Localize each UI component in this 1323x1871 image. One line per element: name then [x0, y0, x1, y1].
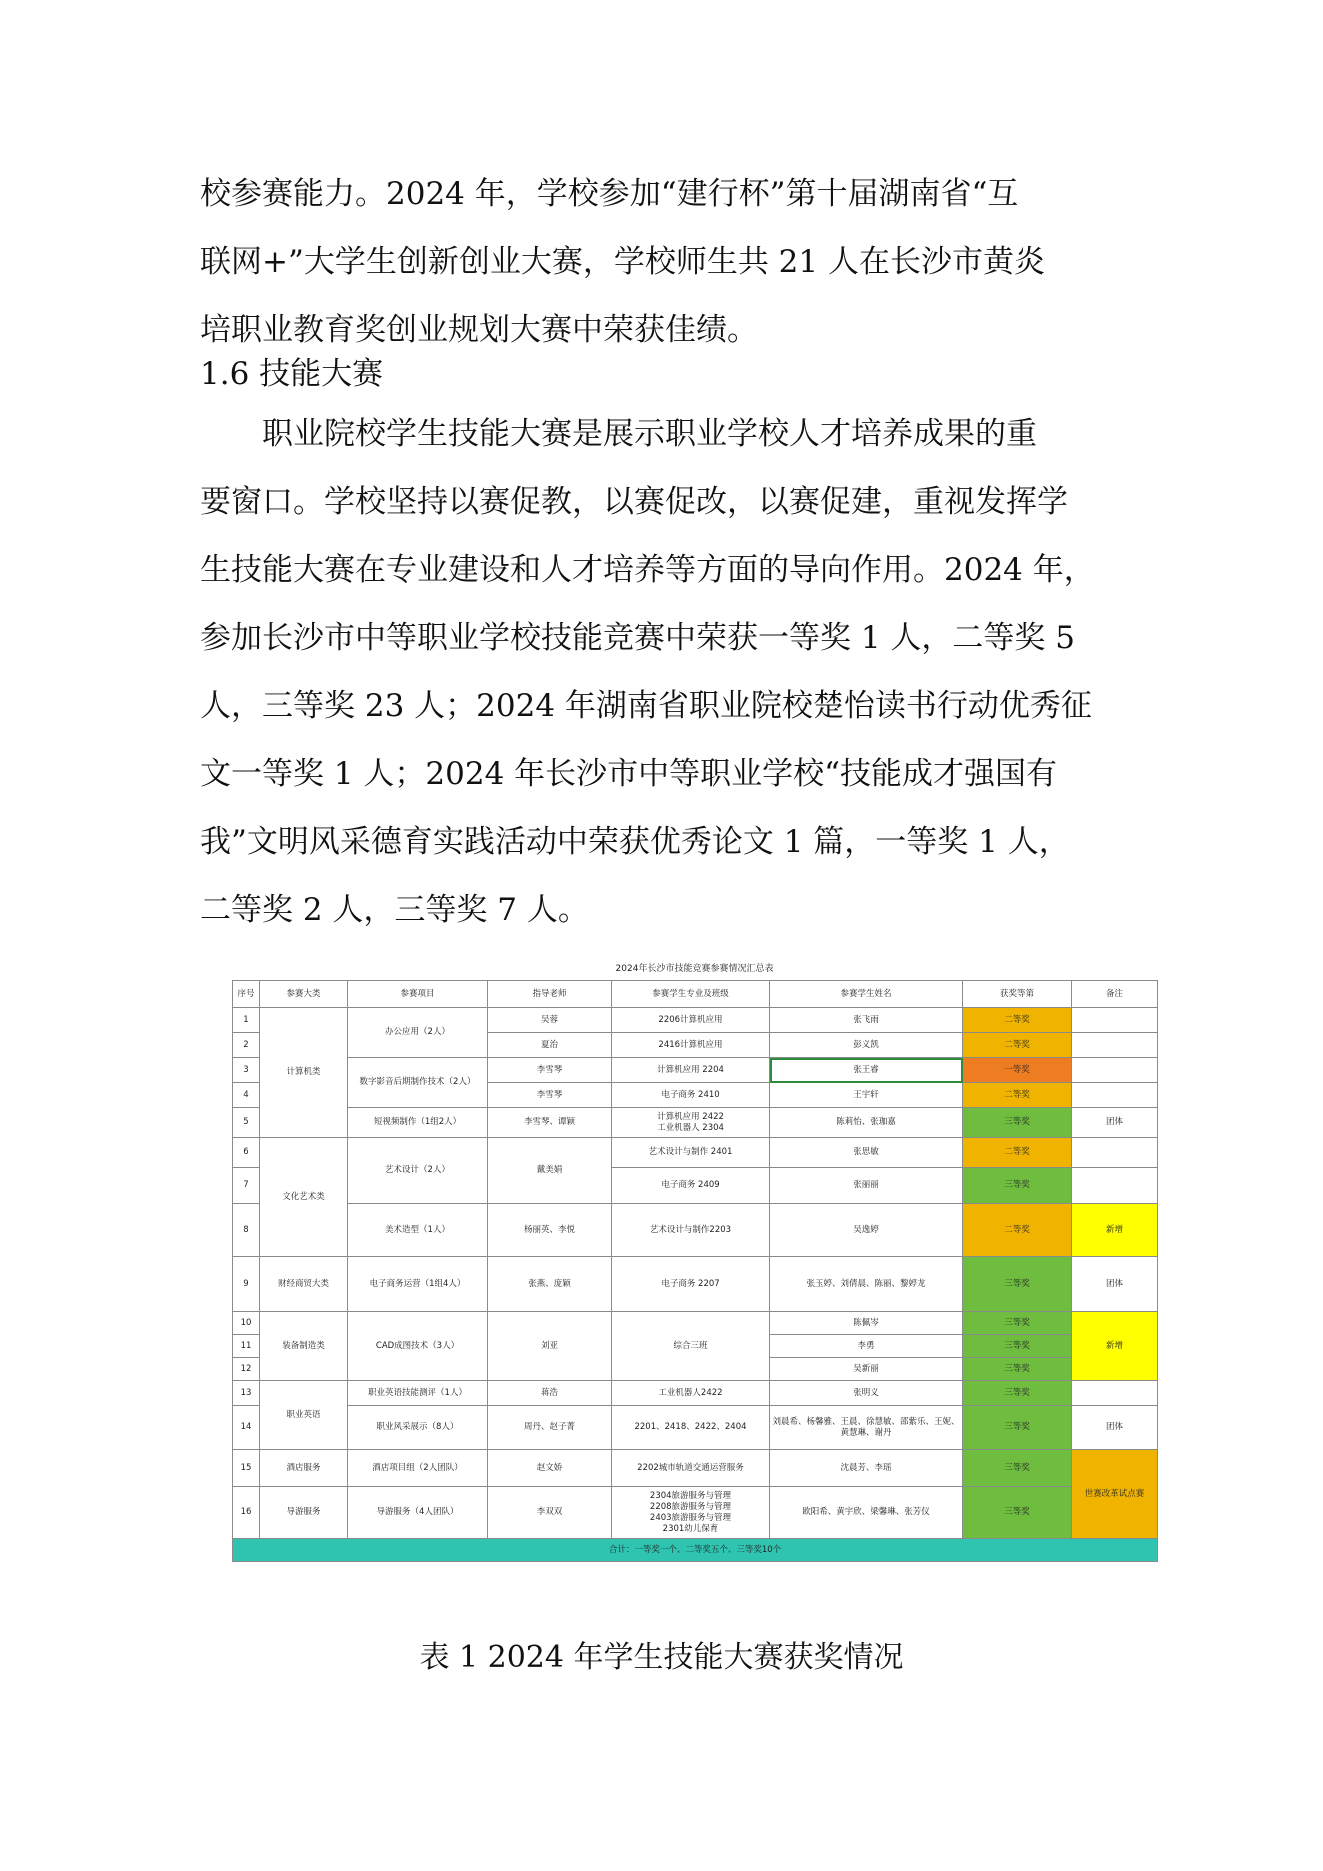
table-row [233, 1312, 1158, 1335]
row-index: 7 [233, 1168, 260, 1204]
teacher-cell: 刘亚 [488, 1312, 612, 1381]
table-header-row [233, 981, 1158, 1008]
award-cell: 三等奖 [963, 1358, 1072, 1381]
class-cell: 电子商务 2207 [612, 1257, 770, 1312]
table-row [233, 1487, 1158, 1539]
student-cell: 吴逸婷 [770, 1204, 963, 1257]
award-cell: 三等奖 [963, 1312, 1072, 1335]
project-cell: 职业风采展示（8人） [348, 1406, 488, 1450]
student-cell: 陈佩岑 [770, 1312, 963, 1335]
teacher-cell: 蒋浩 [488, 1381, 612, 1406]
category-cell: 文化艺术类 [260, 1138, 348, 1257]
project-cell: 办公应用（2人） [348, 1008, 488, 1058]
text-line: 要窗口。学校坚持以赛促教，以赛促改，以赛促建，重视发挥学 [200, 484, 1068, 520]
project-cell: 艺术设计（2人） [348, 1138, 488, 1204]
student-cell-selected[interactable]: 张王睿 [770, 1058, 963, 1083]
note-cell [1072, 1381, 1158, 1406]
table-row [233, 1108, 1158, 1138]
teacher-cell: 张燕、庞颖 [488, 1257, 612, 1312]
project-cell: 美术造型（1人） [348, 1204, 488, 1257]
class-line: 计算机应用 2422 [657, 1111, 724, 1122]
note-cell [1072, 1138, 1158, 1168]
paragraph-skills [200, 400, 1130, 944]
table-row [233, 1406, 1158, 1450]
award-cell: 三等奖 [963, 1450, 1072, 1487]
row-index: 13 [233, 1381, 260, 1406]
text-line: 文一等奖 1 人；2024 年长沙市中等职业学校“技能成才强国有 [200, 756, 1058, 792]
award-cell: 二等奖 [963, 1204, 1072, 1257]
header-award: 获奖等第 [963, 981, 1072, 1008]
project-cell: 电子商务运营（1组4人） [348, 1257, 488, 1312]
text-line: 职业院校学生技能大赛是展示职业学校人才培养成果的重 [200, 416, 1037, 452]
table-caption: 表 1 2024 年学生技能大赛获奖情况 [419, 1640, 904, 1675]
project-cell: 数字影音后期制作技术（2人） [348, 1058, 488, 1108]
note-cell [1072, 1083, 1158, 1108]
teacher-cell: 杨丽英、李悦 [488, 1204, 612, 1257]
row-index: 8 [233, 1204, 260, 1257]
note-cell: 新增 [1072, 1204, 1158, 1257]
class-line: 2208旅游服务与管理 [649, 1501, 732, 1512]
note-cell: 团体 [1072, 1406, 1158, 1450]
row-index: 14 [233, 1406, 260, 1450]
class-cell: 工业机器人2422 [612, 1381, 770, 1406]
row-index: 11 [233, 1335, 260, 1358]
header-teacher: 指导老师 [488, 981, 612, 1008]
student-cell: 沈晨芳、李瑶 [770, 1450, 963, 1487]
class-line: 2304旅游服务与管理 [649, 1490, 732, 1501]
text-line: 人，三等奖 23 人；2024 年湖南省职业院校楚怡读书行动优秀征 [200, 688, 1092, 724]
paragraph-intro [200, 160, 1130, 364]
note-cell [1072, 1168, 1158, 1204]
section-heading: 1.6 技能大赛 [200, 356, 384, 392]
note-cell: 世赛改革试点赛 [1072, 1450, 1158, 1539]
category-cell: 导游服务 [260, 1487, 348, 1539]
text-line: 培职业教育奖创业规划大赛中荣获佳绩。 [200, 312, 758, 348]
text-line: 联网+”大学生创新创业大赛，学校师生共 21 人在长沙市黄炎 [200, 244, 1045, 280]
class-cell: 2202城市轨道交通运营服务 [612, 1450, 770, 1487]
teacher-cell: 夏治 [488, 1033, 612, 1058]
text-line: 我”文明风采德育实践活动中荣获优秀论文 1 篇，一等奖 1 人， [200, 824, 1070, 860]
table-title: 2024年长沙市技能竞赛参赛情况汇总表 [615, 964, 774, 974]
project-cell: 短视频制作（1组2人） [348, 1108, 488, 1138]
class-cell: 电子商务 2409 [612, 1168, 770, 1204]
teacher-cell: 李雪琴、谭颖 [488, 1108, 612, 1138]
header-project: 参赛项目 [348, 981, 488, 1008]
award-cell: 三等奖 [963, 1406, 1072, 1450]
class-cell: 艺术设计与制作 2401 [612, 1138, 770, 1168]
student-cell: 李勇 [770, 1335, 963, 1358]
row-index: 2 [233, 1033, 260, 1058]
header-category: 参赛大类 [260, 981, 348, 1008]
category-cell: 财经商贸大类 [260, 1257, 348, 1312]
class-cell [612, 1487, 770, 1539]
text-line: 校参赛能力。2024 年，学校参加“建行杯”第十届湖南省“互 [200, 176, 1019, 212]
student-cell: 吴新丽 [770, 1358, 963, 1381]
award-cell: 一等奖 [963, 1058, 1072, 1083]
note-cell: 团体 [1072, 1257, 1158, 1312]
teacher-cell: 李雪琴 [488, 1083, 612, 1108]
category-cell: 酒店服务 [260, 1450, 348, 1487]
class-cell: 综合三班 [612, 1312, 770, 1381]
category-cell: 职业英语 [260, 1381, 348, 1450]
row-index: 1 [233, 1008, 260, 1033]
award-cell: 二等奖 [963, 1083, 1072, 1108]
teacher-cell: 李双双 [488, 1487, 612, 1539]
student-cell: 欧阳希、黄宇欣、梁馨琳、张芳仪 [770, 1487, 963, 1539]
note-cell [1072, 1058, 1158, 1083]
teacher-cell: 吴蓉 [488, 1008, 612, 1033]
table-row [233, 1381, 1158, 1406]
award-cell: 三等奖 [963, 1168, 1072, 1204]
row-index: 15 [233, 1450, 260, 1487]
header-class: 参赛学生专业及班级 [612, 981, 770, 1008]
class-cell: 计算机应用 2204 [612, 1058, 770, 1083]
table-total-row [233, 1539, 1158, 1562]
teacher-cell: 周丹、赵子菁 [488, 1406, 612, 1450]
student-cell: 陈莉怡、张珈嘉 [770, 1108, 963, 1138]
award-cell: 二等奖 [963, 1138, 1072, 1168]
class-line: 工业机器人 2304 [657, 1122, 724, 1133]
project-cell: 导游服务（4人团队） [348, 1487, 488, 1539]
class-cell: 2206计算机应用 [612, 1008, 770, 1033]
award-cell: 二等奖 [963, 1033, 1072, 1058]
class-cell: 2416计算机应用 [612, 1033, 770, 1058]
teacher-cell: 赵文娇 [488, 1450, 612, 1487]
note-cell: 团体 [1072, 1108, 1158, 1138]
student-cell: 刘晨希、杨馨雅、王晨、徐慧敏、邵紫乐、王妮、黄慧琳、谢丹 [770, 1406, 963, 1450]
header-student: 参赛学生姓名 [770, 981, 963, 1008]
class-cell: 艺术设计与制作2203 [612, 1204, 770, 1257]
category-cell: 计算机类 [260, 1008, 348, 1138]
row-index: 16 [233, 1487, 260, 1539]
student-cell: 张玉婷、刘倩晨、陈丽、黎婷龙 [770, 1257, 963, 1312]
row-index: 12 [233, 1358, 260, 1381]
award-cell: 二等奖 [963, 1008, 1072, 1033]
class-cell: 2201、2418、2422、2404 [612, 1406, 770, 1450]
award-table-figure [232, 958, 1157, 1562]
class-line: 2301幼儿保育 [662, 1523, 719, 1534]
student-cell: 王宇轩 [770, 1083, 963, 1108]
student-cell: 张飞雨 [770, 1008, 963, 1033]
table-row [233, 1008, 1158, 1033]
student-cell: 张丽丽 [770, 1168, 963, 1204]
note-cell [1072, 1033, 1158, 1058]
header-note: 备注 [1072, 981, 1158, 1008]
row-index: 5 [233, 1108, 260, 1138]
table-row [233, 1138, 1158, 1168]
award-cell: 三等奖 [963, 1257, 1072, 1312]
class-cell [612, 1108, 770, 1138]
award-cell: 三等奖 [963, 1381, 1072, 1406]
student-cell: 张明义 [770, 1381, 963, 1406]
table-row [233, 1450, 1158, 1487]
note-cell [1072, 1008, 1158, 1033]
text-line: 生技能大赛在专业建设和人才培养等方面的导向作用。2024 年， [200, 552, 1095, 588]
category-cell: 装备制造类 [260, 1312, 348, 1381]
table-row [233, 1257, 1158, 1312]
row-index: 6 [233, 1138, 260, 1168]
note-cell: 新增 [1072, 1312, 1158, 1381]
student-cell: 张思敏 [770, 1138, 963, 1168]
award-cell: 三等奖 [963, 1335, 1072, 1358]
row-index: 10 [233, 1312, 260, 1335]
class-line: 2403旅游服务与管理 [649, 1512, 732, 1523]
header-index: 序号 [233, 981, 260, 1008]
project-cell: CAD成图技术（3人） [348, 1312, 488, 1381]
text-line: 参加长沙市中等职业学校技能竞赛中荣获一等奖 1 人，二等奖 5 [200, 620, 1076, 656]
teacher-cell: 李雪琴 [488, 1058, 612, 1083]
row-index: 9 [233, 1257, 260, 1312]
teacher-cell: 戴美娟 [488, 1138, 612, 1204]
row-index: 3 [233, 1058, 260, 1083]
table-row [233, 1204, 1158, 1257]
project-cell: 酒店项目组（2人团队） [348, 1450, 488, 1487]
text-line: 二等奖 2 人，三等奖 7 人。 [200, 892, 589, 928]
project-cell: 职业英语技能测评（1人） [348, 1381, 488, 1406]
row-index: 4 [233, 1083, 260, 1108]
student-cell: 彭义凯 [770, 1033, 963, 1058]
table-row [233, 1058, 1158, 1083]
award-cell: 三等奖 [963, 1108, 1072, 1138]
award-table [232, 980, 1158, 1562]
total-cell: 合计：一等奖一个、二等奖五个、三等奖10个 [233, 1539, 1158, 1562]
class-cell: 电子商务 2410 [612, 1083, 770, 1108]
award-cell: 三等奖 [963, 1487, 1072, 1539]
